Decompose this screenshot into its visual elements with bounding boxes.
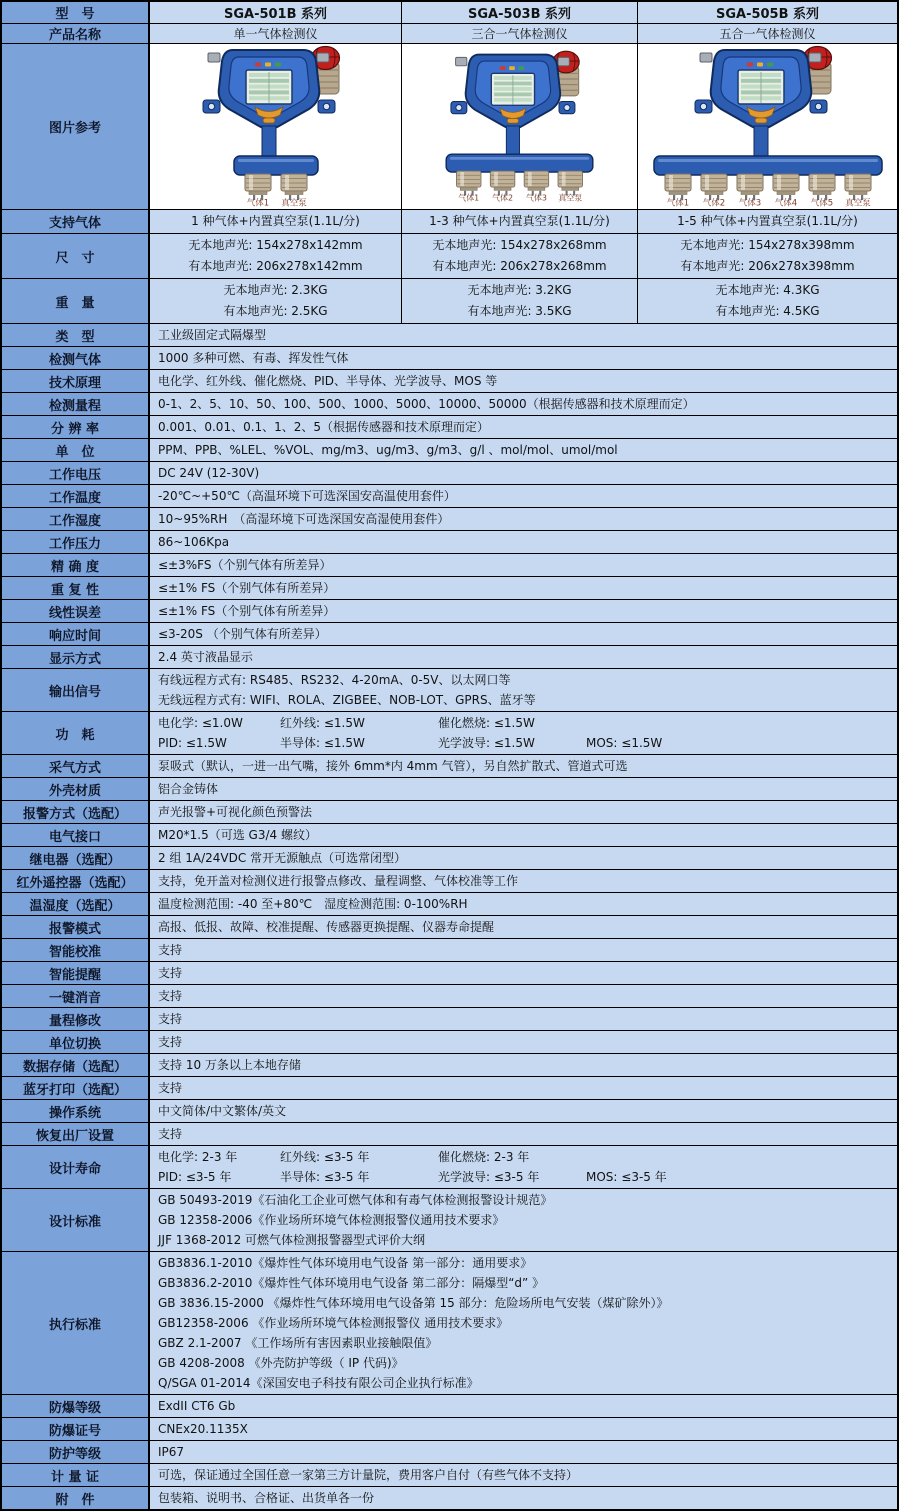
sensor-label: 气体3: [525, 193, 547, 203]
image-reference-label: 图片参考: [2, 44, 150, 209]
sensor-label: 气体3: [738, 198, 761, 207]
table-row: [2, 916, 897, 939]
row-label: 功 耗: [2, 712, 150, 754]
spec-text: 中文简体/中文繁体/英文: [158, 1104, 287, 1118]
product-row: [2, 24, 897, 44]
product-image: [151, 44, 401, 207]
stem: [262, 126, 276, 158]
spec-text-segmented: [158, 733, 897, 753]
spec-text: -20℃~+50℃（高温环境下可选深国安高温使用套件）: [158, 489, 456, 503]
row-value: [150, 485, 897, 507]
sensor-cylinder: [524, 171, 548, 195]
spec-text: GB 12358-2006《作业场所环境气体检测报警仪通用技术要求》: [158, 1213, 505, 1227]
spec-text: GB 4208-2008 《外壳防护等级（ IP 代码)》: [158, 1356, 404, 1370]
sensor-cylinder: [558, 171, 582, 195]
row-value: [150, 1418, 897, 1440]
table-row: [2, 416, 897, 439]
table-row: [2, 712, 897, 755]
series-name: SGA-505B 系列: [638, 2, 897, 23]
row-value: [638, 234, 897, 278]
spec-text: 有本地声光: 206x278x268mm: [432, 259, 607, 273]
spec-text-segmented: [158, 713, 897, 733]
spec-text: 半导体: ≤1.5W: [280, 736, 365, 750]
table-row: [2, 1487, 897, 1509]
spec-text: 有本地声光: 3.5KG: [467, 304, 572, 318]
row-value: [150, 1487, 897, 1509]
image-cell: [150, 44, 402, 209]
row-label: 智能校准: [2, 939, 150, 961]
row-label: 设计寿命: [2, 1146, 150, 1188]
table-row: [2, 531, 897, 554]
table-row: [2, 554, 897, 577]
spec-text: 泵吸式（默认，一进一出气嘴，接外 6mm*内 4mm 气管），另自然扩散式、管道式可选: [158, 759, 628, 773]
row-value: [638, 279, 897, 323]
status-led: [265, 63, 271, 67]
series-name: SGA-501B 系列: [150, 2, 402, 23]
spec-text: 电化学: ≤1.0W: [158, 716, 243, 730]
spec-text: 半导体: ≤3-5 年: [280, 1170, 370, 1184]
table-row: [2, 623, 897, 646]
spec-text: 支持: [158, 966, 183, 980]
spec-text: M20*1.5（可选 G3/4 螺纹）: [158, 828, 317, 842]
row-label: 检测量程: [2, 393, 150, 415]
row-label: 输出信号: [2, 669, 150, 711]
row-label: 执行标准: [2, 1252, 150, 1394]
row-value: [150, 1252, 897, 1394]
row-label: 报警模式: [2, 916, 150, 938]
spec-text: 支持: [158, 1127, 183, 1141]
spec-text: GB 50493-2019《石油化工企业可燃气体和有毒气体检测报警设计规范》: [158, 1193, 553, 1207]
table-row: [2, 210, 897, 234]
row-value: [150, 623, 897, 645]
row-value: [150, 985, 897, 1007]
image-cell: [402, 44, 638, 209]
table-row: [2, 393, 897, 416]
table-row: [2, 870, 897, 893]
spec-text: ≤±3%FS（个别气体有所差异）: [158, 558, 332, 572]
table-row: [2, 1077, 897, 1100]
table-row: [2, 1252, 897, 1395]
spec-text: GB 3836.15-2000 《爆炸性气体环境用电气设备第 15 部分：危险场所电气安装（煤矿除外）》: [158, 1296, 669, 1310]
row-value: [150, 370, 897, 392]
spec-text: 铝合金铸体: [158, 782, 219, 796]
spec-text: PID: ≤1.5W: [158, 736, 227, 750]
sensor-label: 真空泵: [558, 193, 583, 203]
sensor-cylinder: [845, 174, 871, 200]
spec-text: DC 24V (12-30V): [158, 466, 260, 480]
spec-text: MOS: ≤1.5W: [586, 736, 663, 750]
row-label: 外壳材质: [2, 778, 150, 800]
row-value: [150, 347, 897, 369]
row-value: [150, 600, 897, 622]
sensor-cylinder: [701, 174, 727, 200]
spec-text: 1000 多种可燃、有毒、挥发性气体: [158, 351, 349, 365]
spec-text: 1-5 种气体+内置真空泵(1.1L/分): [677, 214, 858, 228]
side-bolt: [700, 53, 712, 62]
spec-text: 无本地声光: 2.3KG: [223, 283, 328, 297]
row-label: 报警方式（选配）: [2, 801, 150, 823]
stem: [754, 126, 768, 158]
sensor-label: 气体4: [774, 198, 797, 207]
spec-text: 2.4 英寸液晶显示: [158, 650, 253, 664]
spec-text: ≤±1% FS（个别气体有所差异）: [158, 581, 336, 595]
table-row: [2, 485, 897, 508]
row-label: 响应时间: [2, 623, 150, 645]
row-value: [150, 824, 897, 846]
sensor-label: 真空泵: [844, 198, 871, 207]
row-label: 单位切换: [2, 1031, 150, 1053]
row-label: 支持气体: [2, 210, 150, 233]
row-label: 一键消音: [2, 985, 150, 1007]
spec-text-segmented: [158, 1167, 897, 1187]
row-label: 重 量: [2, 279, 150, 323]
row-label: 线性误差: [2, 600, 150, 622]
spec-text: 0-1、2、5、10、50、100、500、1000、5000、10000、50000（根据传感器和技术原理而定）: [158, 397, 695, 411]
row-label: 红外遥控器（选配）: [2, 870, 150, 892]
spec-text: 有本地声光: 206x278x142mm: [188, 259, 363, 273]
button: [263, 118, 275, 123]
table-row: [2, 1418, 897, 1441]
table-row: [2, 370, 897, 393]
row-label: 工作湿度: [2, 508, 150, 530]
spec-text: 无本地声光: 154x278x268mm: [432, 238, 607, 252]
manifold-bar: [446, 154, 593, 172]
spec-text: 红外线: ≤1.5W: [280, 716, 365, 730]
side-bolt: [456, 57, 467, 65]
row-value: [150, 1464, 897, 1486]
row-value: [150, 801, 897, 823]
sensor-label: 气体1: [458, 193, 480, 203]
table-row: [2, 1146, 897, 1189]
spec-text: ≤±1% FS（个别气体有所差异）: [158, 604, 336, 618]
table-row: [2, 1189, 897, 1252]
product-name-label: 产品名称: [2, 24, 150, 43]
row-value: [150, 1008, 897, 1030]
spec-text: 支持: [158, 1035, 183, 1049]
spec-text: MOS: ≤3-5 年: [586, 1170, 667, 1184]
spec-text: 86~106Kpa: [158, 535, 230, 549]
spec-text: 支持: [158, 1012, 183, 1026]
row-value: [402, 279, 638, 323]
spec-text: 支持: [158, 989, 183, 1003]
spec-text: 0.001、0.01、0.1、1、2、5（根据传感器和技术原理而定）: [158, 420, 490, 434]
spec-text: ≤3-20S （个别气体有所差异）: [158, 627, 327, 641]
row-value: [150, 962, 897, 984]
row-label: 操作系统: [2, 1100, 150, 1122]
sensor-cylinder: [665, 174, 691, 200]
row-value: [150, 916, 897, 938]
sensor-cylinder: [281, 174, 307, 200]
sensor-cylinder: [245, 174, 271, 200]
spec-text: 1-3 种气体+内置真空泵(1.1L/分): [429, 214, 610, 228]
row-value: [150, 234, 402, 278]
manifold-bar: [234, 156, 318, 175]
side-bolt: [809, 53, 821, 62]
table-row: [2, 439, 897, 462]
status-led: [747, 63, 753, 67]
row-label: 电气接口: [2, 824, 150, 846]
row-label: 计 量 证: [2, 1464, 150, 1486]
row-value: [402, 210, 638, 233]
sensor-label: 气体2: [702, 198, 725, 207]
sensor-label: 气体1: [246, 198, 269, 207]
table-row: [2, 1008, 897, 1031]
side-bolt: [208, 53, 220, 62]
row-value: [402, 234, 638, 278]
sensor-cylinder: [773, 174, 799, 200]
detector-head: [695, 50, 827, 129]
table-row: [2, 1054, 897, 1077]
spec-text: 2 组 1A/24VDC 常开无源触点（可选常闭型）: [158, 851, 407, 865]
table-row: [2, 1123, 897, 1146]
row-value: [150, 1123, 897, 1145]
spec-text: 支持: [158, 1081, 183, 1095]
spec-text: PPM、PPB、%LEL、%VOL、mg/m3、ug/m3、g/m3、g/l 、mol/mol、umol/mol: [158, 443, 618, 457]
table-row: [2, 1100, 897, 1123]
side-bolt: [317, 53, 329, 62]
row-value: [150, 1146, 897, 1188]
detector-head: [203, 50, 335, 129]
spec-text: 1 种气体+内置真空泵(1.1L/分): [191, 214, 360, 228]
table-row: [2, 324, 897, 347]
side-bolt: [558, 57, 569, 65]
row-value: [150, 870, 897, 892]
button: [507, 118, 518, 123]
table-row: [2, 893, 897, 916]
table-row: [2, 669, 897, 712]
row-value: [150, 1395, 897, 1417]
row-label: 分 辨 率: [2, 416, 150, 438]
spec-text: 红外线: ≤3-5 年: [280, 1150, 370, 1164]
table-row: [2, 778, 897, 801]
row-value: [150, 1100, 897, 1122]
row-label: 单 位: [2, 439, 150, 461]
table-row: [2, 985, 897, 1008]
spec-text: GB12358-2006 《作业场所环境气体检测报警仪 通用技术要求》: [158, 1316, 509, 1330]
sensor-label: 气体2: [492, 193, 514, 203]
row-label: 显示方式: [2, 646, 150, 668]
row-value: [150, 1189, 897, 1251]
row-label: 技术原理: [2, 370, 150, 392]
spec-text: 无本地声光: 154x278x398mm: [680, 238, 855, 252]
spec-text: 催化燃烧: 2-3 年: [438, 1150, 530, 1164]
row-value: [150, 393, 897, 415]
row-label: 检测气体: [2, 347, 150, 369]
row-value: [150, 1077, 897, 1099]
row-value: [150, 416, 897, 438]
table-row: [2, 577, 897, 600]
spec-text: 支持 10 万条以上本地存储: [158, 1058, 301, 1072]
row-value: [150, 462, 897, 484]
spec-text: GB3836.2-2010《爆炸性气体环境用电气设备 第二部分：隔爆型“d” 》: [158, 1276, 545, 1290]
row-value: [150, 778, 897, 800]
table-row: [2, 962, 897, 985]
spec-text: 催化燃烧: ≤1.5W: [438, 716, 535, 730]
table-row: [2, 939, 897, 962]
spec-text: 温度检测范围: -40 至+80℃ 湿度检测范围: 0-100%RH: [158, 897, 468, 911]
spec-text: GBZ 2.1-2007 《工作场所有害因素职业接触限值》: [158, 1336, 438, 1350]
status-led: [519, 66, 525, 70]
detector-head: [451, 55, 575, 129]
spec-text: 可选，保证通过全国任意一家第三方计量院，费用客户自付（有些气体不支持）: [158, 1468, 579, 1482]
spec-text: 支持，免开盖对检测仪进行报警点修改、量程调整、气体校准等工作: [158, 874, 519, 888]
spec-text: 无本地声光: 154x278x142mm: [188, 238, 363, 252]
row-value: [150, 755, 897, 777]
sensor-label: 真空泵: [280, 198, 307, 207]
row-label: 防护等级: [2, 1441, 150, 1463]
row-label: 蓝牙打印（选配）: [2, 1077, 150, 1099]
status-led: [500, 66, 506, 70]
row-label: 精 确 度: [2, 554, 150, 576]
row-value: [150, 1054, 897, 1076]
product-name: 五合一气体检测仪: [638, 24, 897, 43]
status-led: [509, 66, 515, 70]
table-row: [2, 801, 897, 824]
table-row: [2, 508, 897, 531]
table-row: [2, 234, 897, 279]
row-label: 恢复出厂设置: [2, 1123, 150, 1145]
row-label: 采气方式: [2, 755, 150, 777]
spec-text: 工业级固定式隔爆型: [158, 328, 267, 342]
table-row: [2, 1464, 897, 1487]
spec-text: 有本地声光: 206x278x398mm: [680, 259, 855, 273]
product-image: [402, 44, 637, 207]
manifold-bar: [654, 156, 882, 175]
table-row: [2, 600, 897, 623]
spec-text: 有线远程方式有: RS485、RS232、4-20mA、0-5V、以太网口等: [158, 673, 511, 687]
spec-text-segmented: [158, 1147, 897, 1167]
table-row: [2, 1031, 897, 1054]
row-label: 工作电压: [2, 462, 150, 484]
spec-text: 声光报警+可视化颜色预警法: [158, 805, 313, 819]
table-row: [2, 1395, 897, 1418]
spec-text: 高报、低报、故障、校准提醒、传感器更换提醒、仪器寿命提醒: [158, 920, 495, 934]
spec-text: 无本地声光: 3.2KG: [467, 283, 572, 297]
row-value: [150, 893, 897, 915]
spec-text: 无线远程方式有: WIFI、ROLA、ZIGBEE、NOB-LOT、GPRS、蓝牙等: [158, 693, 536, 707]
table-row: [2, 646, 897, 669]
product-name: 单一气体检测仪: [150, 24, 402, 43]
sensor-label: 气体5: [810, 198, 833, 207]
sensor-cylinder: [737, 174, 763, 200]
series-name: SGA-503B 系列: [402, 2, 638, 23]
product-image: [643, 44, 893, 207]
spec-text: 有本地声光: 2.5KG: [223, 304, 328, 318]
spec-text: 包装箱、说明书、合格证、出货单各一份: [158, 1491, 375, 1505]
sensor-cylinder: [490, 171, 514, 195]
spec-text: JJF 1368-2012 可燃气体检测报警器型式评价大纲: [158, 1233, 426, 1247]
row-value: [150, 324, 897, 346]
table-row: [2, 462, 897, 485]
status-led: [275, 63, 281, 67]
row-value: [150, 712, 897, 754]
status-led: [757, 63, 763, 67]
image-cell: [638, 44, 897, 209]
row-value: [638, 210, 897, 233]
row-value: [150, 1031, 897, 1053]
status-led: [255, 63, 261, 67]
row-value: [150, 577, 897, 599]
row-value: [150, 646, 897, 668]
sensor-label: 气体1: [666, 198, 689, 207]
row-value: [150, 847, 897, 869]
spec-text: ExdII CT6 Gb: [158, 1399, 236, 1413]
row-label: 设计标准: [2, 1189, 150, 1251]
spec-text: 无本地声光: 4.3KG: [715, 283, 820, 297]
spec-text: 支持: [158, 943, 183, 957]
row-label: 智能提醒: [2, 962, 150, 984]
row-label: 温湿度（选配）: [2, 893, 150, 915]
status-led: [767, 63, 773, 67]
table-row: [2, 847, 897, 870]
table-row: [2, 824, 897, 847]
row-value: [150, 939, 897, 961]
table-row: [2, 1441, 897, 1464]
row-value: [150, 669, 897, 711]
spec-text: Q/SGA 01-2014《深国安电子科技有限公司企业执行标准》: [158, 1376, 479, 1390]
spec-text: 光学波导: ≤3-5 年: [438, 1170, 540, 1184]
row-label: 附 件: [2, 1487, 150, 1509]
table-row: [2, 347, 897, 370]
row-value: [150, 439, 897, 461]
product-name: 三合一气体检测仪: [402, 24, 638, 43]
spec-text: CNEx20.1135X: [158, 1422, 248, 1436]
spec-text: 电化学、红外线、催化燃烧、PID、半导体、光学波导、MOS 等: [158, 374, 498, 388]
spec-text: 10~95%RH （高湿环境下可选深国安高湿使用套件）: [158, 512, 450, 526]
header-row: [2, 2, 897, 24]
row-value: [150, 1441, 897, 1463]
row-label: 重 复 性: [2, 577, 150, 599]
row-value: [150, 279, 402, 323]
row-label: 防爆等级: [2, 1395, 150, 1417]
row-label: 工作压力: [2, 531, 150, 553]
row-label: 尺 寸: [2, 234, 150, 278]
spec-text: 有本地声光: 4.5KG: [715, 304, 820, 318]
image-row: [2, 44, 897, 210]
spec-text: 电化学: 2-3 年: [158, 1150, 238, 1164]
sensor-cylinder: [809, 174, 835, 200]
row-label: 类 型: [2, 324, 150, 346]
row-label: 继电器（选配）: [2, 847, 150, 869]
model-label: 型 号: [2, 2, 150, 23]
table-row: [2, 279, 897, 324]
row-label: 量程修改: [2, 1008, 150, 1030]
row-value: [150, 210, 402, 233]
table-row: [2, 755, 897, 778]
row-label: 防爆证号: [2, 1418, 150, 1440]
row-value: [150, 531, 897, 553]
button: [755, 118, 767, 123]
row-label: 工作温度: [2, 485, 150, 507]
spec-text: PID: ≤3-5 年: [158, 1170, 232, 1184]
spec-text: GB3836.1-2010《爆炸性气体环境用电气设备 第一部分：通用要求》: [158, 1256, 533, 1270]
spec-text: IP67: [158, 1445, 185, 1459]
row-value: [150, 554, 897, 576]
row-label: 数据存储（选配）: [2, 1054, 150, 1076]
row-value: [150, 508, 897, 530]
spec-text: 光学波导: ≤1.5W: [438, 736, 535, 750]
stem: [506, 126, 519, 156]
sensor-cylinder: [457, 171, 481, 195]
